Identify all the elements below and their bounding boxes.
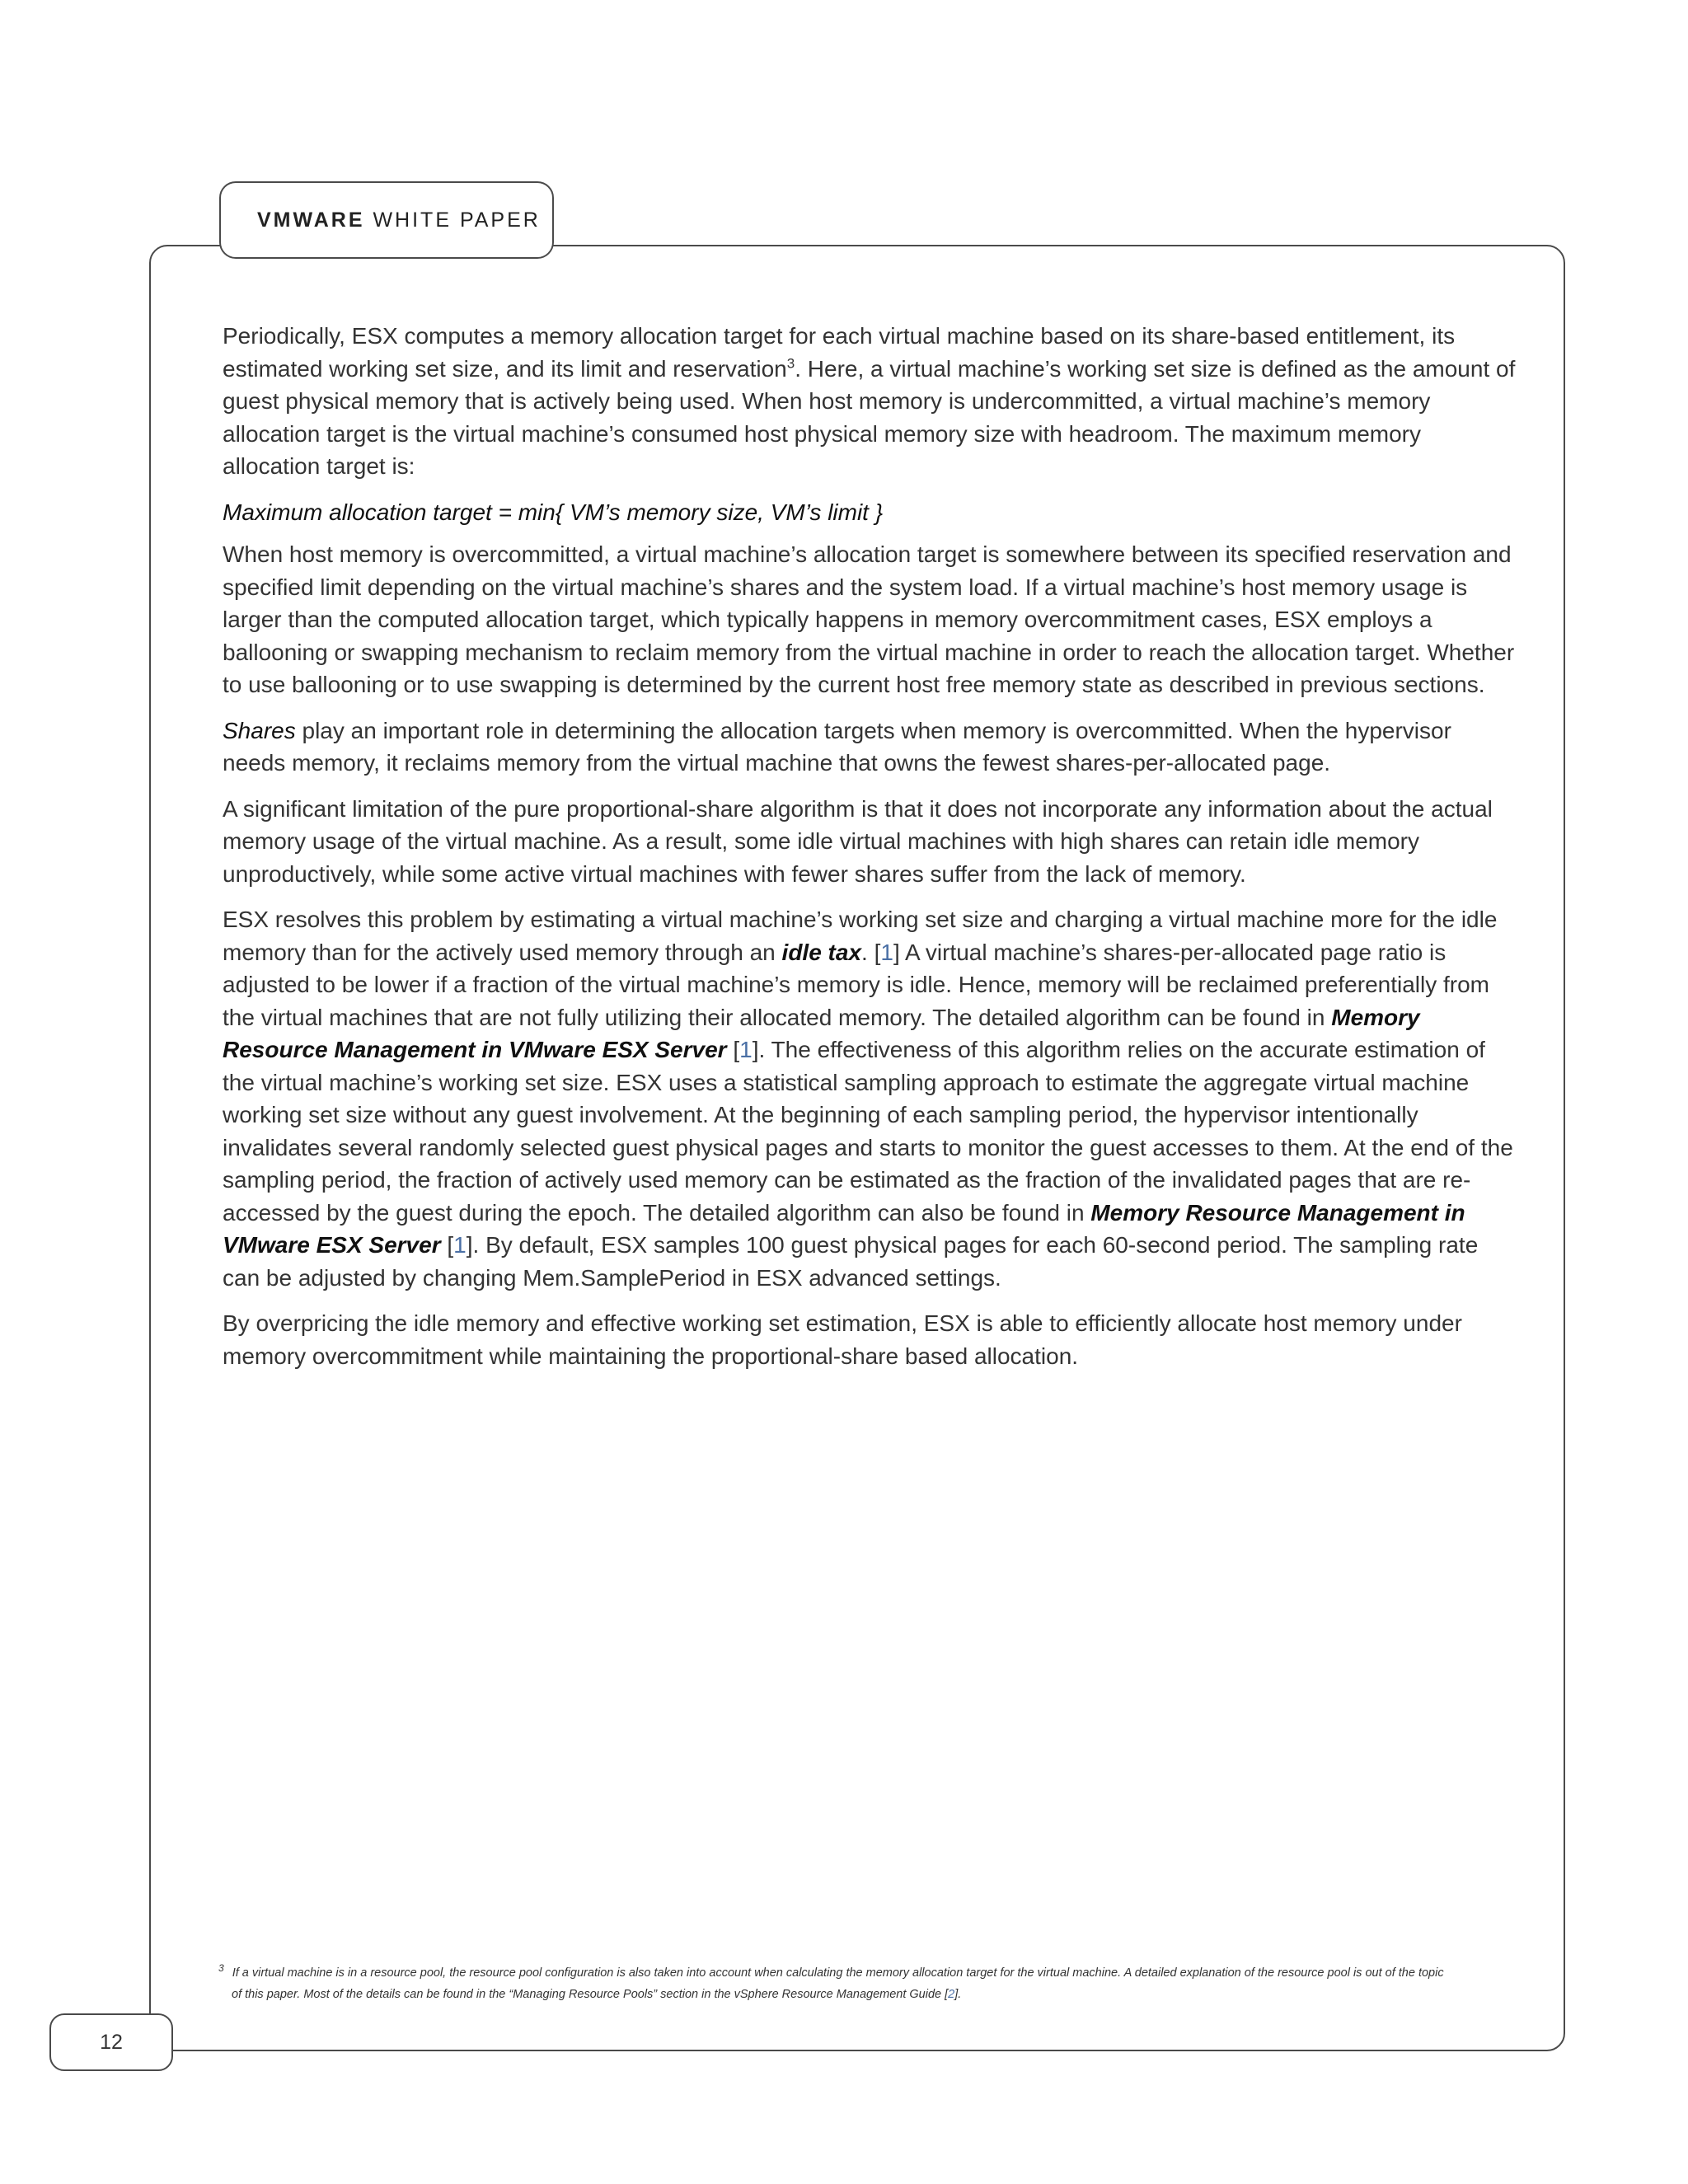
paragraph-1-text-a: Periodically, ESX computes a memory allocation target for each virtual machine based on its share-based entitlement, its estimated working set size, and its limit and reservation — [223, 323, 1456, 382]
footnote-text-3: ]. — [954, 1988, 962, 2001]
paragraph-5-text-6: [ — [440, 1232, 454, 1258]
paragraph-5-text-5: ]. The effectiveness of this algorithm relies on the accurate estimation of the virtual machine’s working set size. ESX uses a statistical sampling approach to estimate the aggregate virtual machine working set size without any guest involvement. At the beginning of each sampling period, the hypervisor intentionally invalidates several randomly selected guest physical pages and starts to monitor the guest accesses to them. At the end of the sampling period, the fraction of actively used memory can be estimated as the fraction of the invalidated pages that are re-accessed by the guest during the epoch. The detailed algorithm can also be found in — [223, 1037, 1513, 1226]
formula: Maximum allocation target = min{ VM’s memory size, VM’s limit } — [223, 499, 884, 525]
paragraph-5-text-4: [ — [726, 1037, 740, 1062]
shares-term: Shares — [223, 717, 296, 743]
paragraph-2: When host memory is overcommitted, a virtual machine’s allocation target is somewhere between its specified reservation and specified limit depending on the virtual machine’s shares and the system load. If a virtual machine’s host memory usage is larger than the computed allocation target, which typically happens in memory overcommitment cases, ESX employs a ballooning or swapping mechanism to reclaim memory from the virtual machine in order to reach the allocation target. Whether to use ballooning or to use swapping is determined by the current host free memory state as described in previous sections. — [223, 541, 1515, 697]
paragraph-4: A significant limitation of the pure proportional-share algorithm is that it does not incorporate any information about the actual memory usage of the virtual machine. As a result, some idle virtual machines with high shares can retain idle memory unproductively, while some active virtual machines with fewer shares suffer from the lack of memory. — [223, 795, 1493, 887]
page-number: 12 — [49, 2013, 173, 2071]
paragraph-5 — [223, 903, 1517, 1294]
reference-title: Memory Resource Management in VMware ESX Server — [223, 1004, 1420, 1062]
paragraph-1 — [223, 320, 1517, 483]
citation-link[interactable]: 2 — [948, 1988, 955, 2001]
paragraph-5-text-3: ] A virtual machine’s shares-per-allocated page ratio is adjusted to be lower if a fraction of the virtual machine’s memory is idle. Hence, memory will be reclaimed preferentially from the virtual machines that are not fully utilizing their allocated memory. The detailed algorithm can be found in — [223, 939, 1490, 1030]
footnote-ref[interactable]: 3 — [786, 355, 795, 372]
paragraph-5-text-1: ESX resolves this problem by estimating a virtual machine’s working set size and charging a virtual machine more for the idle memory than for the actively used memory through an — [223, 907, 1498, 965]
paragraph-3-text: play an important role in determining the allocation targets when memory is overcommitted. When the hypervisor needs memory, it reclaims memory from the virtual machine that owns the fewest shares-per-allocated page. — [223, 717, 1451, 776]
body-text — [223, 320, 1517, 1385]
header-title — [257, 209, 541, 232]
footnote-mark: 3 — [218, 1962, 224, 1975]
citation-link[interactable]: 1 — [453, 1232, 467, 1258]
footnote-text-2: of this paper. Most of the details can be found in the “Managing Resource Pools” section in the vSphere Resource Management Guide [ — [232, 1988, 949, 2001]
footnote-line-2 — [218, 1984, 1512, 2005]
header-brand: VMWARE — [257, 208, 365, 232]
paragraph-1-text-b: . Here, a virtual machine’s working set size is defined as the amount of guest physical memory that is actively being used. When host memory is undercommitted, a virtual machine’s memory allocation target is the virtual machine’s consumed host physical memory size with headroom. The maximum memory allocation target is: — [223, 355, 1516, 479]
paragraph-5-text-2: . [ — [861, 939, 881, 965]
paragraph-6: By overpricing the idle memory and effective working set estimation, ESX is able to efficiently allocate host memory under memory overcommitment while maintaining the proportional-share based allocation. — [223, 1310, 1462, 1369]
footnote-line-1 — [218, 1962, 1512, 1984]
reference-title: Memory Resource Management in VMware ESX Server — [223, 1199, 1465, 1258]
header-label: WHITE PAPER — [373, 208, 541, 232]
footnote — [218, 1962, 1512, 2005]
footnote-text-1: If a virtual machine is in a resource pool, the resource pool configuration is also taken into account when calculating the memory allocation target for the virtual machine. A detailed explanation of the resource pool is out of the topic — [232, 1966, 1444, 1980]
citation-link[interactable]: 1 — [739, 1037, 753, 1062]
paragraph-5-text-7: ]. By default, ESX samples 100 guest physical pages for each 60-second period. The sampling rate can be adjusted by changing Mem.SamplePeriod in ESX advanced settings. — [223, 1232, 1479, 1291]
paragraph-3 — [223, 715, 1517, 780]
header-tab — [219, 181, 554, 259]
idle-tax-term: idle tax — [781, 939, 862, 965]
citation-link[interactable]: 1 — [880, 939, 893, 965]
